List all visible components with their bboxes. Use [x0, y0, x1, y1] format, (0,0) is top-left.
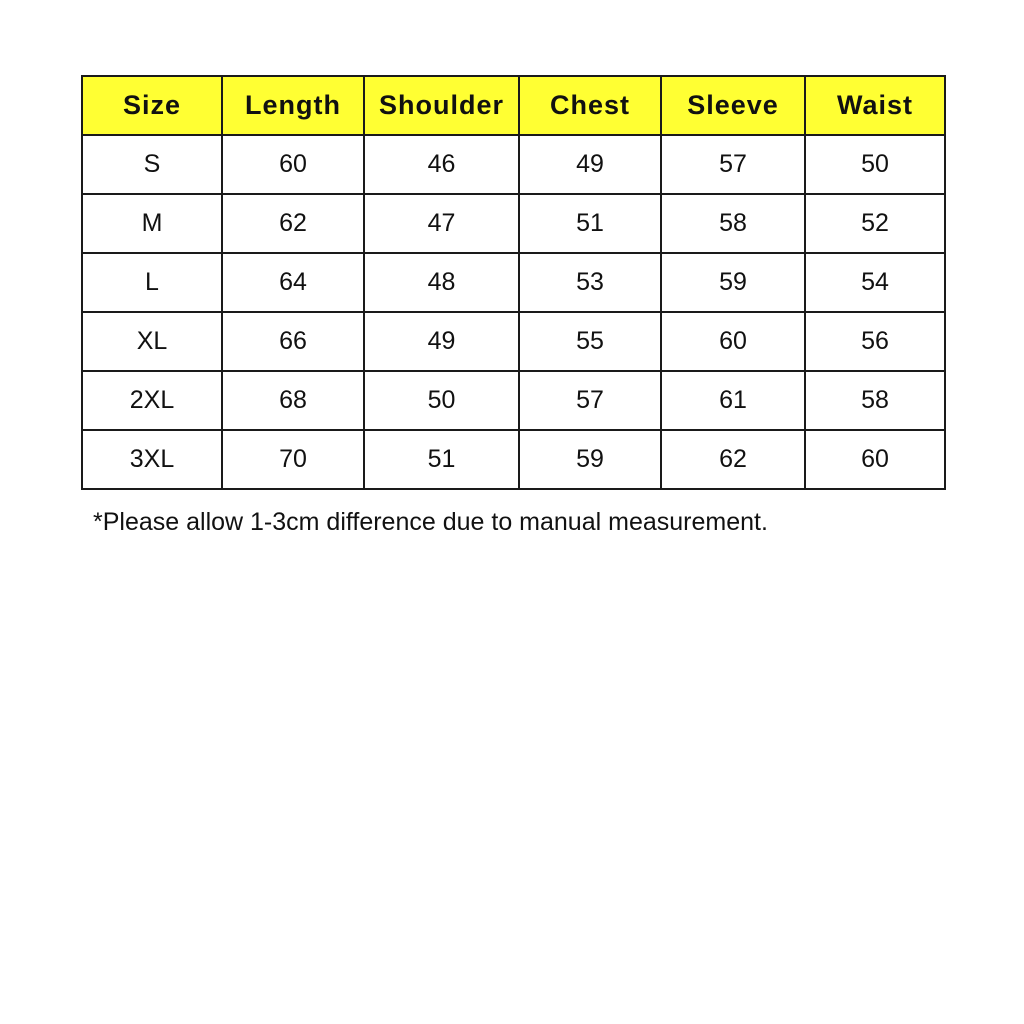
shoulder-cell: 49: [364, 312, 519, 371]
waist-cell: 54: [805, 253, 945, 312]
table-row: [82, 194, 945, 253]
size-cell: XL: [82, 312, 222, 371]
column-header-sleeve: Sleeve: [661, 76, 805, 135]
chest-cell: 53: [519, 253, 661, 312]
shoulder-cell: 46: [364, 135, 519, 194]
header-row: [82, 76, 945, 135]
table-row: [82, 135, 945, 194]
waist-cell: 52: [805, 194, 945, 253]
sleeve-cell: 60: [661, 312, 805, 371]
length-cell: 66: [222, 312, 364, 371]
size-chart-table: [81, 75, 946, 490]
shoulder-cell: 47: [364, 194, 519, 253]
length-cell: 70: [222, 430, 364, 489]
table-row: [82, 312, 945, 371]
chest-cell: 55: [519, 312, 661, 371]
sleeve-cell: 61: [661, 371, 805, 430]
column-header-shoulder: Shoulder: [364, 76, 519, 135]
table-row: [82, 371, 945, 430]
length-cell: 68: [222, 371, 364, 430]
size-cell: 2XL: [82, 371, 222, 430]
size-cell: L: [82, 253, 222, 312]
column-header-length: Length: [222, 76, 364, 135]
size-cell: S: [82, 135, 222, 194]
waist-cell: 56: [805, 312, 945, 371]
waist-cell: 60: [805, 430, 945, 489]
chest-cell: 49: [519, 135, 661, 194]
size-cell: M: [82, 194, 222, 253]
waist-cell: 58: [805, 371, 945, 430]
sleeve-cell: 59: [661, 253, 805, 312]
chest-cell: 59: [519, 430, 661, 489]
column-header-chest: Chest: [519, 76, 661, 135]
length-cell: 64: [222, 253, 364, 312]
length-cell: 60: [222, 135, 364, 194]
size-cell: 3XL: [82, 430, 222, 489]
sleeve-cell: 62: [661, 430, 805, 489]
measurement-note: *Please allow 1-3cm difference due to manual measurement.: [93, 508, 768, 536]
column-header-size: Size: [82, 76, 222, 135]
shoulder-cell: 48: [364, 253, 519, 312]
chest-cell: 57: [519, 371, 661, 430]
sleeve-cell: 58: [661, 194, 805, 253]
waist-cell: 50: [805, 135, 945, 194]
sleeve-cell: 57: [661, 135, 805, 194]
column-header-waist: Waist: [805, 76, 945, 135]
chest-cell: 51: [519, 194, 661, 253]
length-cell: 62: [222, 194, 364, 253]
shoulder-cell: 51: [364, 430, 519, 489]
table-row: [82, 430, 945, 489]
table-row: [82, 253, 945, 312]
shoulder-cell: 50: [364, 371, 519, 430]
